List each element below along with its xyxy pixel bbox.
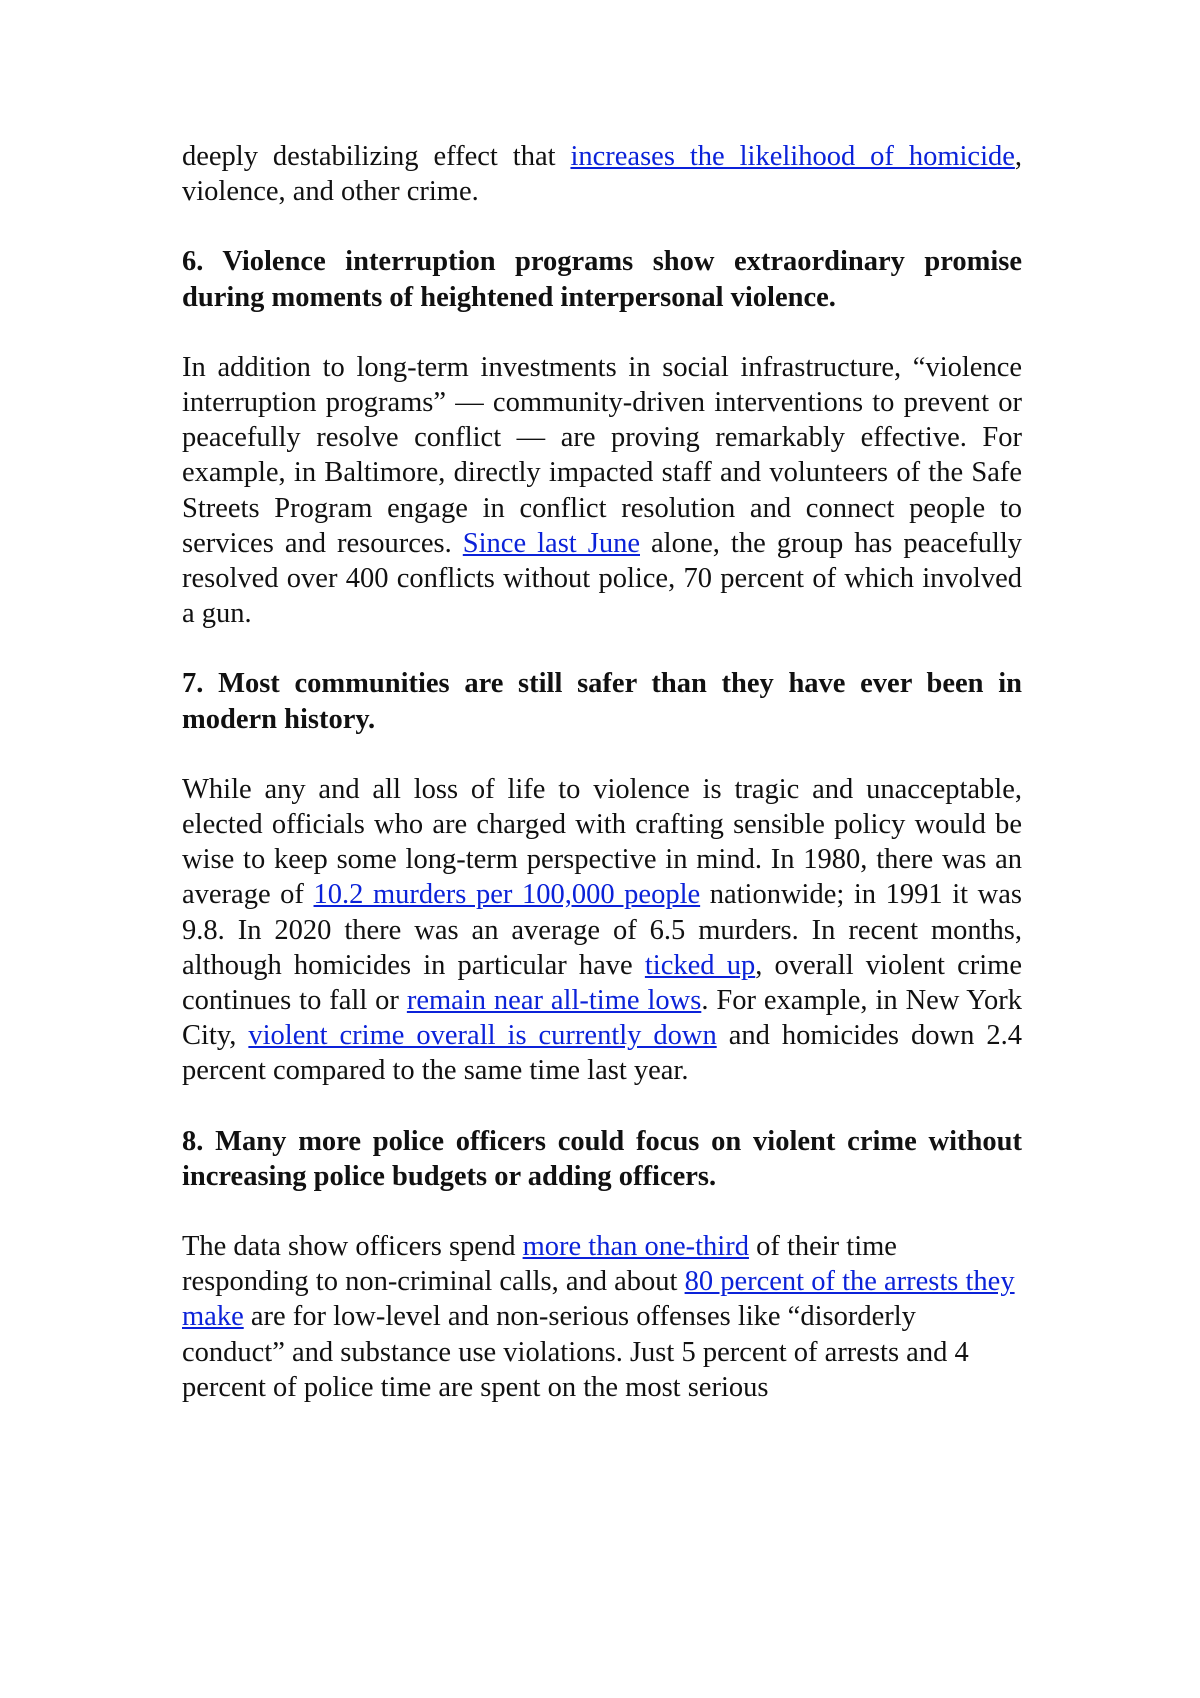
section-heading-6: 6. Violence interruption programs show extraordinary promise during moments of heightened interpersonal violence. [182, 246, 1022, 313]
paragraph-safer-communities: While any and all loss of life to violence is tragic and unacceptable, elected officials who are charged with crafting sensible policy would be wise to keep some long-term perspective in mind. In 1980, there was an average of 10.2 murders per 100,000 people nationwide; in 1991 it was 9.8. In 2020 there was an average of 6.5 murders. In recent months, although homicides in particular have ticked up, overall violent crime continues to fall or remain near all-time lows. For example, in New York City, violent crime overall is currently down and homicides down 2.4 percent compared to the same time last year. [182, 773, 1023, 1087]
link-since-last-june[interactable]: Since last June [462, 527, 640, 559]
paragraph-police-time: The data show officers spend more than one-third of their time responding to non-criminal calls, and about 80 percent of the arrests they make are for low-level and non-serious offenses like “disorderly conduct” and substance use violations. Just 5 percent of arrests and 4 percent of police time are spent on the most serious [182, 1231, 1015, 1403]
link-ticked-up[interactable]: ticked up [644, 949, 756, 981]
link-80-percent-arrests[interactable]: 80 percent of the arrests they make [182, 1266, 1015, 1333]
link-violent-crime-down[interactable]: violent crime overall is currently down [248, 1020, 717, 1052]
paragraph-continuation: deeply destabilizing effect that increases the likelihood of homicide, violence, and other crime. [182, 141, 1023, 208]
document-page [182, 139, 1022, 1405]
link-murders-per-100000[interactable]: 10.2 murders per 100,000 people [313, 879, 701, 911]
section-heading-7: 7. Most communities are still safer than they have ever been in modern history. [182, 668, 1022, 735]
section-heading-8: 8. Many more police officers could focus on violent crime without increasing police budgets or adding officers. [182, 1125, 1022, 1192]
paragraph-violence-interruption: In addition to long-term investments in social infrastructure, “violence interruption programs” — community-driven interventions to prevent or peacefully resolve conflict — are proving remarkably effective. For example, in Baltimore, directly impacted staff and volunteers of the Safe Streets Program engage in conflict resolution and connect people to services and resources. Since last June alone, the group has peacefully resolved over 400 conflicts without police, 70 percent of which involved a gun. [182, 351, 1022, 630]
link-all-time-lows[interactable]: remain near all-time lows [406, 985, 702, 1017]
link-one-third[interactable]: more than one-third [522, 1231, 749, 1263]
link-homicide-likelihood[interactable]: increases the likelihood of homicide [570, 141, 1015, 172]
